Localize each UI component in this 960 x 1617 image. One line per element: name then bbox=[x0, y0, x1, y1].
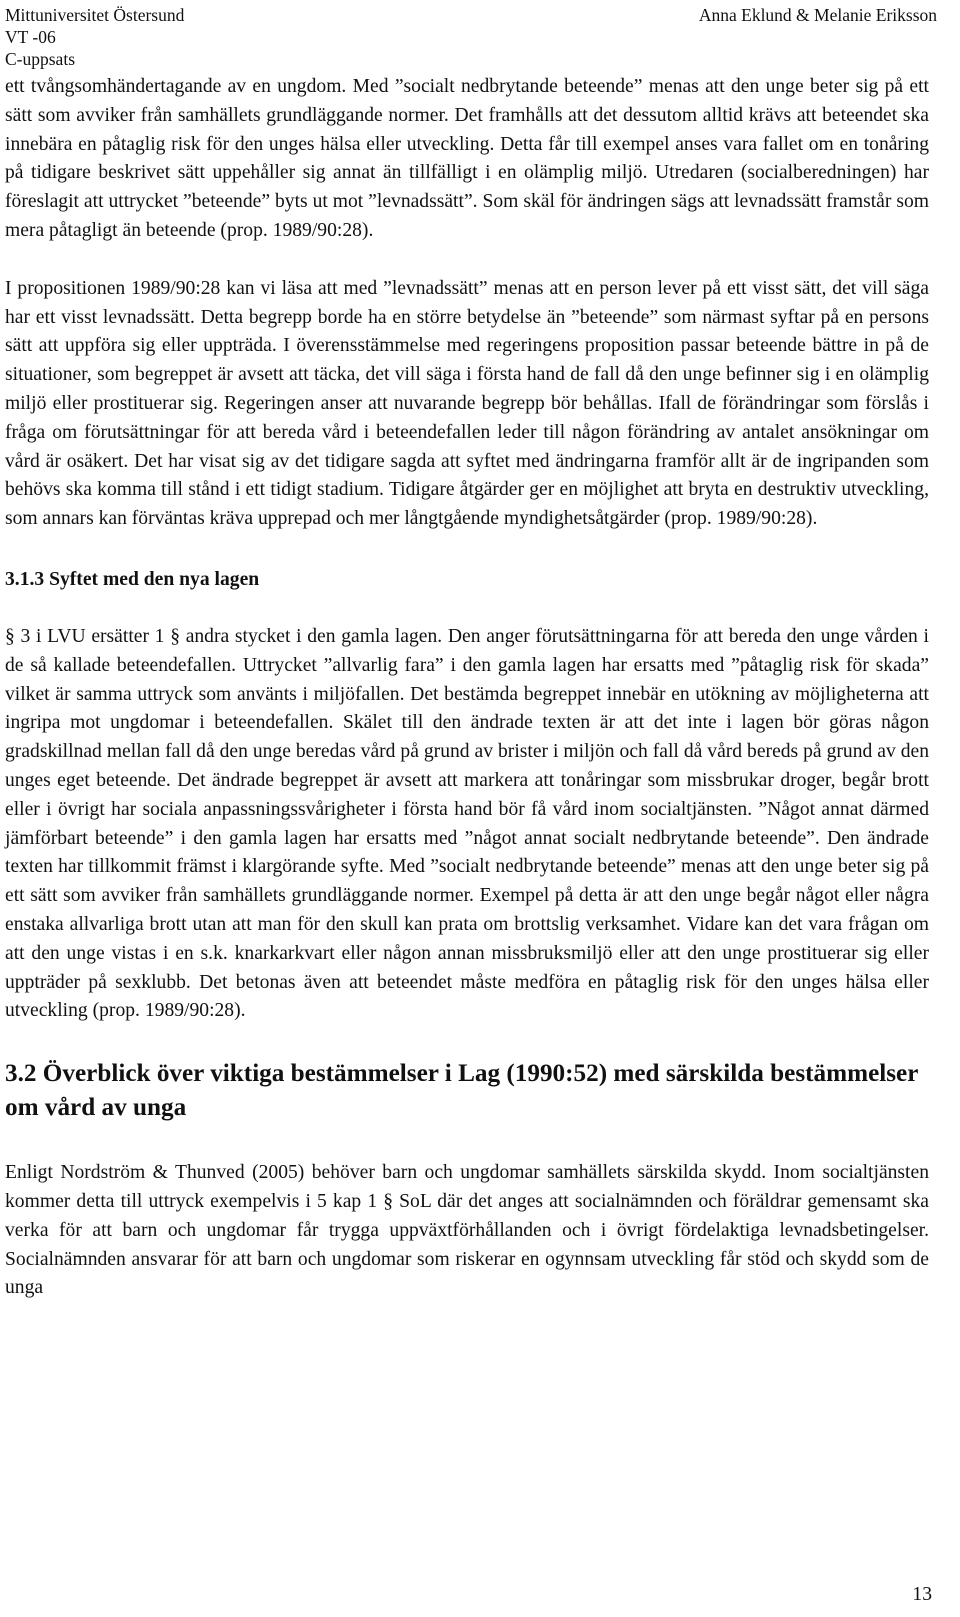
header-authors: Anna Eklund & Melanie Eriksson bbox=[698, 5, 937, 25]
header-university: Mittuniversitet Östersund bbox=[5, 5, 185, 25]
header-type: C-uppsats bbox=[5, 49, 75, 69]
paragraph-2: I propositionen 1989/90:28 kan vi läsa att med ”levnadssätt” menas att en person lever på ett visst sätt, det vill säga har ett visst levnadssätt. Detta begrepp borde ha en större betydelse än ”beteende” som närmast syftar på en persons sätt att uppföra sig eller uppträda. I överensstämmelse med regeringens proposition passar beteende bättre in på de situationer, som begreppet är avsett att täcka, det vill säga i första hand de fall då den unge befinner sig i en olämplig miljö eller prostituerar sig. Regeringen anser att nuvarande begrepp bör behållas. Ifall de förändringar som förslås i fråga om förutsättningar för att bereda vård i beteendefallen leder till någon förändring av antalet ansökningar om vård är osäkert. Det har visat sig av det tidigare sagda att syftet med ändringarna framför allt är de ingripanden som behövs ska komma till stånd i ett tidigt stadium. Tidigare åtgärder ger en möjlighet att bryta en destruktiv utveckling, som annars kan förväntas kräva upprepad och mer långtgående myndighetsåtgärder (prop. 1989/90:28). bbox=[5, 277, 929, 530]
paragraph-4: Enligt Nordström & Thunved (2005) behöver barn och ungdomar samhällets särskilda skydd. Inom socialtjänsten kommer detta till uttryck exempelvis i 5 kap 1 § SoL där det anges att socialnämnden och föräldrar gemensamt ska verka för att barn och ungdomar får trygga uppväxtförhållanden och i övrigt fördelaktiga levnadsbetingelser. Socialnämnden ansvarar för att barn och ungdomar som riskerar en ogynnsam utveckling får stöd och skydd som de unga bbox=[5, 1162, 929, 1299]
heading-3-2: 3.2 Överblick över viktiga bestämmelser i Lag (1990:52) med särskilda bestämmelser om vård av unga bbox=[5, 1060, 918, 1122]
page-number: 13 bbox=[912, 1584, 932, 1605]
heading-3-1-3: 3.1.3 Syftet med den nya lagen bbox=[5, 568, 260, 590]
paragraph-1: ett tvångsomhändertagande av en ungdom. Med ”socialt nedbrytande beteende” menas att den unge beter sig på ett sätt som avviker från samhällets grundläggande normer. Det framhålls att det dessutom alltid krävs att beteendet ska innebära en påtaglig risk för den unges hälsa eller utveckling. Detta får till exempel anses vara fallet om en tonåring på tidigare beskrivet sätt uppehåller sig annat än tillfälligt i en olämplig miljö. Utredaren (socialberedningen) har föreslagit att uttrycket ”beteende” byts ut mot ”levnadssätt”. Som skäl för ändringen sägs att levnadssätt framstår som mera påtagligt än beteende (prop. 1989/90:28). bbox=[5, 76, 929, 241]
page-header bbox=[5, 4, 937, 70]
document-body bbox=[5, 74, 929, 1303]
header-term: VT -06 bbox=[5, 27, 56, 47]
paragraph-3: § 3 i LVU ersätter 1 § andra stycket i den gamla lagen. Den anger förutsättningarna för att bereda den unge vården i de så kallade beteendefallen. Uttrycket ”allvarlig fara” i den gamla lagen har ersatts med ”påtaglig risk för skada” vilket är samma uttryck som använts i miljöfallen. Det bestämda begreppet innebär en utökning av möjligheterna att ingripa mot ungdomar i beteendefallen. Skälet till den ändrade texten är att det inte i lagen bör göras någon gradskillnad mellan fall då den unge beredas vård på grund av brister i miljön och fall då vård bereds på grund av den unges eget beteende. Det ändrade begreppet är avsett att markera att tonåringar som missbrukar droger, begår brott eller i övrigt har sociala anpassningssvårigheter i första hand bör få vård inom socialtjänsten. ”Något annat därmed jämförbart beteende” i den gamla lagen har ersatts med ”något annat socialt nedbrytande beteende”. Den ändrade texten har tillkommit främst i klargörande syfte. Med ”socialt nedbrytande beteende” menas att den unge beter sig på ett sätt som avviker från samhällets grundläggande normer. Exempel på detta är att den unge begår något eller några enstaka allvarliga brott utan att man för den skull kan prata om brottslig verksamhet. Vidare kan det vara frågan om att den unge vistas i en s.k. knarkarkvart eller någon annan missbruksmiljö eller att den unge prostituerar sig eller uppträder på sexklubb. Det betonas även att beteendet måste medföra en påtaglig risk för den unges hälsa eller utveckling (prop. 1989/90:28). bbox=[5, 625, 929, 1022]
